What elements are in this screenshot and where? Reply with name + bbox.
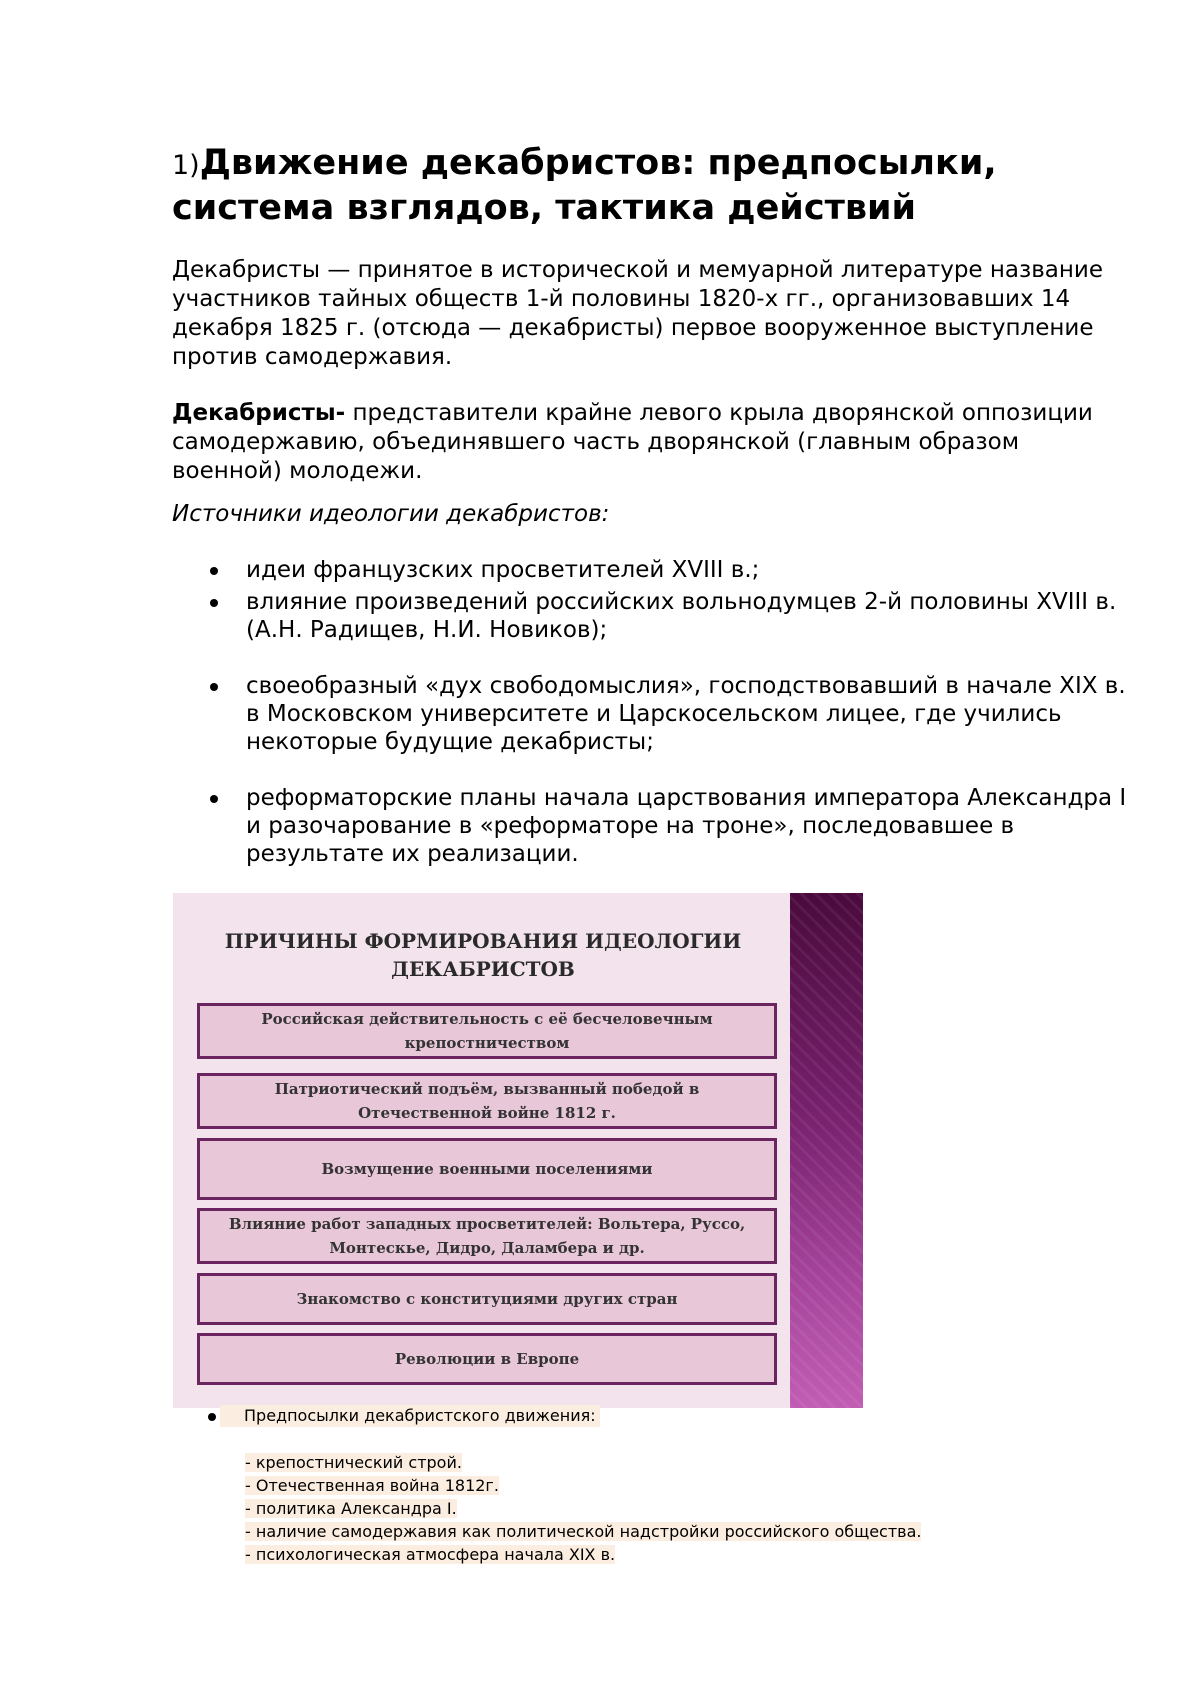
list-item bbox=[245, 1474, 921, 1497]
bullet-icon bbox=[210, 599, 218, 607]
list-item-text: - наличие самодержавия как политической надстройки российского общества. bbox=[245, 1522, 922, 1541]
cause-box: Возмущение военными поселениями bbox=[197, 1138, 777, 1200]
list-item bbox=[172, 588, 1132, 644]
list-item bbox=[172, 784, 1132, 868]
list-item-text: - крепостнический строй. bbox=[245, 1453, 462, 1472]
cause-box: Революции в Европе bbox=[197, 1333, 777, 1385]
cause-box: Российская действительность с её бесчеловечным крепостничеством bbox=[197, 1003, 777, 1059]
definition-term: Декабристы- bbox=[172, 400, 346, 426]
sources-heading: Источники идеологии декабристов: bbox=[172, 501, 610, 527]
heading-text: Движение декабристов: предпосылки, система взглядов, тактика действий bbox=[172, 143, 997, 228]
list-item bbox=[172, 672, 1132, 756]
list-item-text: - психологическая атмосфера начала XIX в. bbox=[245, 1545, 616, 1564]
list-item bbox=[245, 1497, 921, 1520]
list-item bbox=[245, 1520, 921, 1543]
heading-number: 1) bbox=[172, 150, 200, 181]
slide-sidebar-pattern bbox=[790, 893, 863, 1408]
definition-paragraph bbox=[172, 399, 1132, 486]
list-item-text: влияние произведений российских вольнодумцев 2-й половины XVIII в. (А.Н. Радищев, Н.И. Новиков); bbox=[246, 589, 1117, 643]
list-item bbox=[172, 556, 1132, 584]
cause-box: Влияние работ западных просветителей: Вольтера, Руссо, Монтескье, Дидро, Даламбера и др. bbox=[197, 1208, 777, 1264]
causes-slide-image bbox=[173, 893, 863, 1408]
page-title bbox=[172, 142, 1132, 229]
prerequisites-list bbox=[245, 1451, 921, 1566]
sources-list bbox=[172, 556, 1132, 868]
list-item-text: идеи французских просветителей XVIII в.; bbox=[246, 557, 760, 583]
definition-text: представители крайне левого крыла дворянской оппозиции самодержавию, объединявшего часть дворянской (главным образом военной) молодежи. bbox=[172, 400, 1093, 484]
list-item-text: реформаторские планы начала царствования императора Александра I и разочарование в «реформаторе на троне», последовавшее в результате их реализации. bbox=[246, 785, 1127, 867]
prerequisites-heading: Предпосылки декабристского движения: bbox=[220, 1405, 600, 1427]
cause-box: Патриотический подъём, вызванный победой в Отечественной войне 1812 г. bbox=[197, 1073, 777, 1129]
list-item-text: - политика Александра I. bbox=[245, 1499, 457, 1518]
bullet-icon bbox=[210, 795, 218, 803]
cause-box: Знакомство с конституциями других стран bbox=[197, 1273, 777, 1325]
bullet-icon bbox=[210, 683, 218, 691]
list-item bbox=[245, 1543, 921, 1566]
slide-title: ПРИЧИНЫ ФОРМИРОВАНИЯ ИДЕОЛОГИИ ДЕКАБРИСТОВ bbox=[224, 929, 742, 981]
list-item-text: - Отечественная война 1812г. bbox=[245, 1476, 499, 1495]
slide-decorative-sidebar bbox=[790, 893, 863, 1408]
list-item-text: своеобразный «дух свободомыслия», господствовавший в начале XIX в. в Московском университете и Царскосельском лицее, где учились некоторые будущие декабристы; bbox=[246, 673, 1126, 755]
list-item bbox=[245, 1451, 921, 1474]
bullet-icon bbox=[210, 567, 218, 575]
intro-paragraph: Декабристы — принятое в исторической и мемуарной литературе название участников тайных обществ 1-й половины 1820-х гг., организовавших 14 декабря 1825 г. (отсюда — декабристы) первое вооруженное выступление против самодержавия. bbox=[172, 257, 1104, 370]
bullet-icon bbox=[208, 1413, 216, 1421]
